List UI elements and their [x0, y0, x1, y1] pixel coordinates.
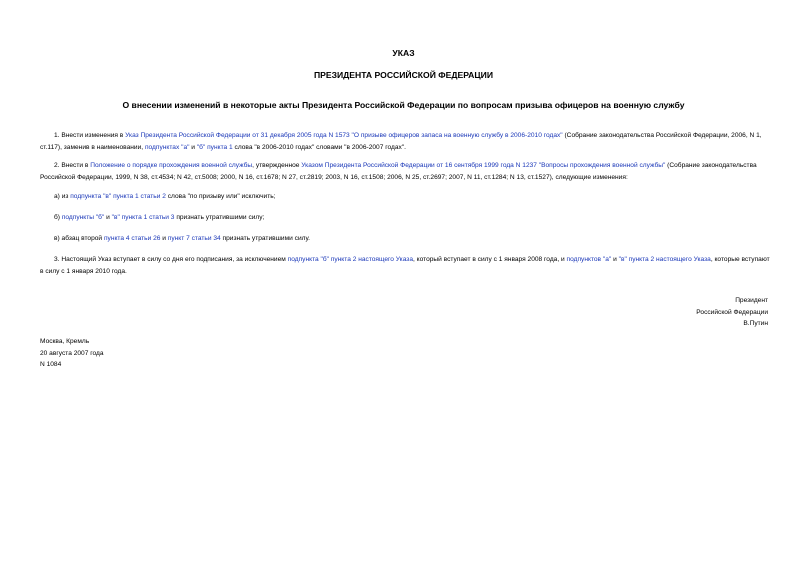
paragraph-text: и — [160, 235, 168, 242]
link-subitems-a[interactable]: подпунктов "а" — [566, 256, 612, 263]
link-ukaz-1573[interactable]: Указ Президента Российской Федерации от 31 декабря 2005 года N 1573 "О призыве офицеров запаса на военную службу в 2006-2010 годах" — [125, 132, 563, 139]
paragraph-text: , которые вступают в силу с 1 января 2010 года. — [40, 256, 770, 275]
link-v-item-1-art-3[interactable]: "в" пункта 1 статьи 3 — [111, 214, 175, 221]
paragraph-text: и — [189, 143, 197, 151]
paragraph-text: и — [104, 214, 112, 221]
paragraph-text: слова "в 2006-2010 годах" словами "в 2006-2007 годах". — [232, 143, 406, 151]
document-title: УКАЗ — [392, 48, 415, 58]
paragraph-text: , который вступает в силу с 1 января 2008 года, и — [412, 256, 567, 263]
link-subitem-v-item-1-art-2[interactable]: подпункта "в" пункта 1 статьи 2 — [70, 193, 166, 200]
link-subitem-a[interactable]: подпунктах "а" — [144, 143, 190, 151]
paragraph-3 — [40, 254, 770, 277]
signature-name: В.Путин — [743, 320, 768, 327]
link-item-7-art-34[interactable]: пункт 7 статьи 34 — [167, 235, 221, 242]
paragraph-text: 2. Внести в — [54, 162, 91, 169]
paragraph-text: слова "по призыву или" исключить; — [165, 193, 276, 200]
subitem-b — [54, 212, 770, 224]
signature-block — [696, 295, 768, 330]
subitem-a — [54, 191, 770, 203]
paragraph-text: признать утратившими силу. — [220, 235, 310, 242]
link-polozhenie[interactable]: Положение о порядке прохождения военной службы — [90, 162, 253, 169]
paragraph-text: б) — [54, 214, 62, 221]
signature-country: Российской Федерации — [696, 308, 768, 316]
paragraph-text: 1. Внести изменения в — [54, 132, 126, 139]
place-date-block — [40, 336, 104, 371]
paragraph-text: признать утратившими силу; — [174, 214, 265, 221]
link-subitems-b[interactable]: подпункты "б" — [61, 214, 105, 221]
link-ukaz-1237[interactable]: Указом Президента Российской Федерации от 16 сентября 1999 года N 1237 "Вопросы прохождения военной службы" — [301, 162, 666, 169]
link-subitem-b-item-2[interactable]: подпункта "б" пункта 2 настоящего Указа — [287, 256, 413, 263]
link-item-4-art-26[interactable]: пункта 4 статьи 26 — [103, 235, 161, 242]
document-heading: О внесении изменений в некоторые акты Президента Российской Федерации по вопросам призыва офицеров на военную службу — [122, 100, 685, 110]
paragraph-text: в) абзац второй — [54, 235, 104, 242]
place-city: Москва, Кремль — [40, 338, 90, 345]
link-v-item-2[interactable]: "в" пункта 2 настоящего Указа — [618, 256, 711, 263]
signature-title: Президент — [735, 297, 768, 304]
paragraph-text: (Собрание законодательства Российской Федерации, 2006, N 1, ст.117), заменив в наименовании, — [40, 132, 762, 151]
subitem-v — [54, 233, 770, 245]
document-number: N 1084 — [40, 361, 62, 368]
place-date: 20 августа 2007 года — [40, 349, 104, 357]
paragraph-text: 3. Настоящий Указ вступает в силу со дня его подписания, за исключением — [54, 256, 288, 263]
paragraph-text: а) из — [54, 193, 71, 200]
paragraph-text: (Собрание законодательства Российской Федерации, 1999, N 38, ст.4534; N 42, ст.5008; 2000, N 16, ст.1678; N 27, ст.2819; 2003, N 16, ст.1508; 2006, N 25, ст.2697; 2007, N 11, ст.1284; N 13, ст.1527), следующие изменения: — [40, 162, 757, 181]
paragraph-2 — [40, 160, 770, 183]
paragraph-1 — [40, 130, 770, 153]
link-subitem-b-item-1[interactable]: "б" пункта 1 — [196, 143, 233, 151]
paragraph-text: , утвержденное — [252, 162, 302, 169]
document-subtitle: ПРЕЗИДЕНТА РОССИЙСКОЙ ФЕДЕРАЦИИ — [313, 70, 494, 80]
paragraph-text: и — [611, 256, 619, 263]
